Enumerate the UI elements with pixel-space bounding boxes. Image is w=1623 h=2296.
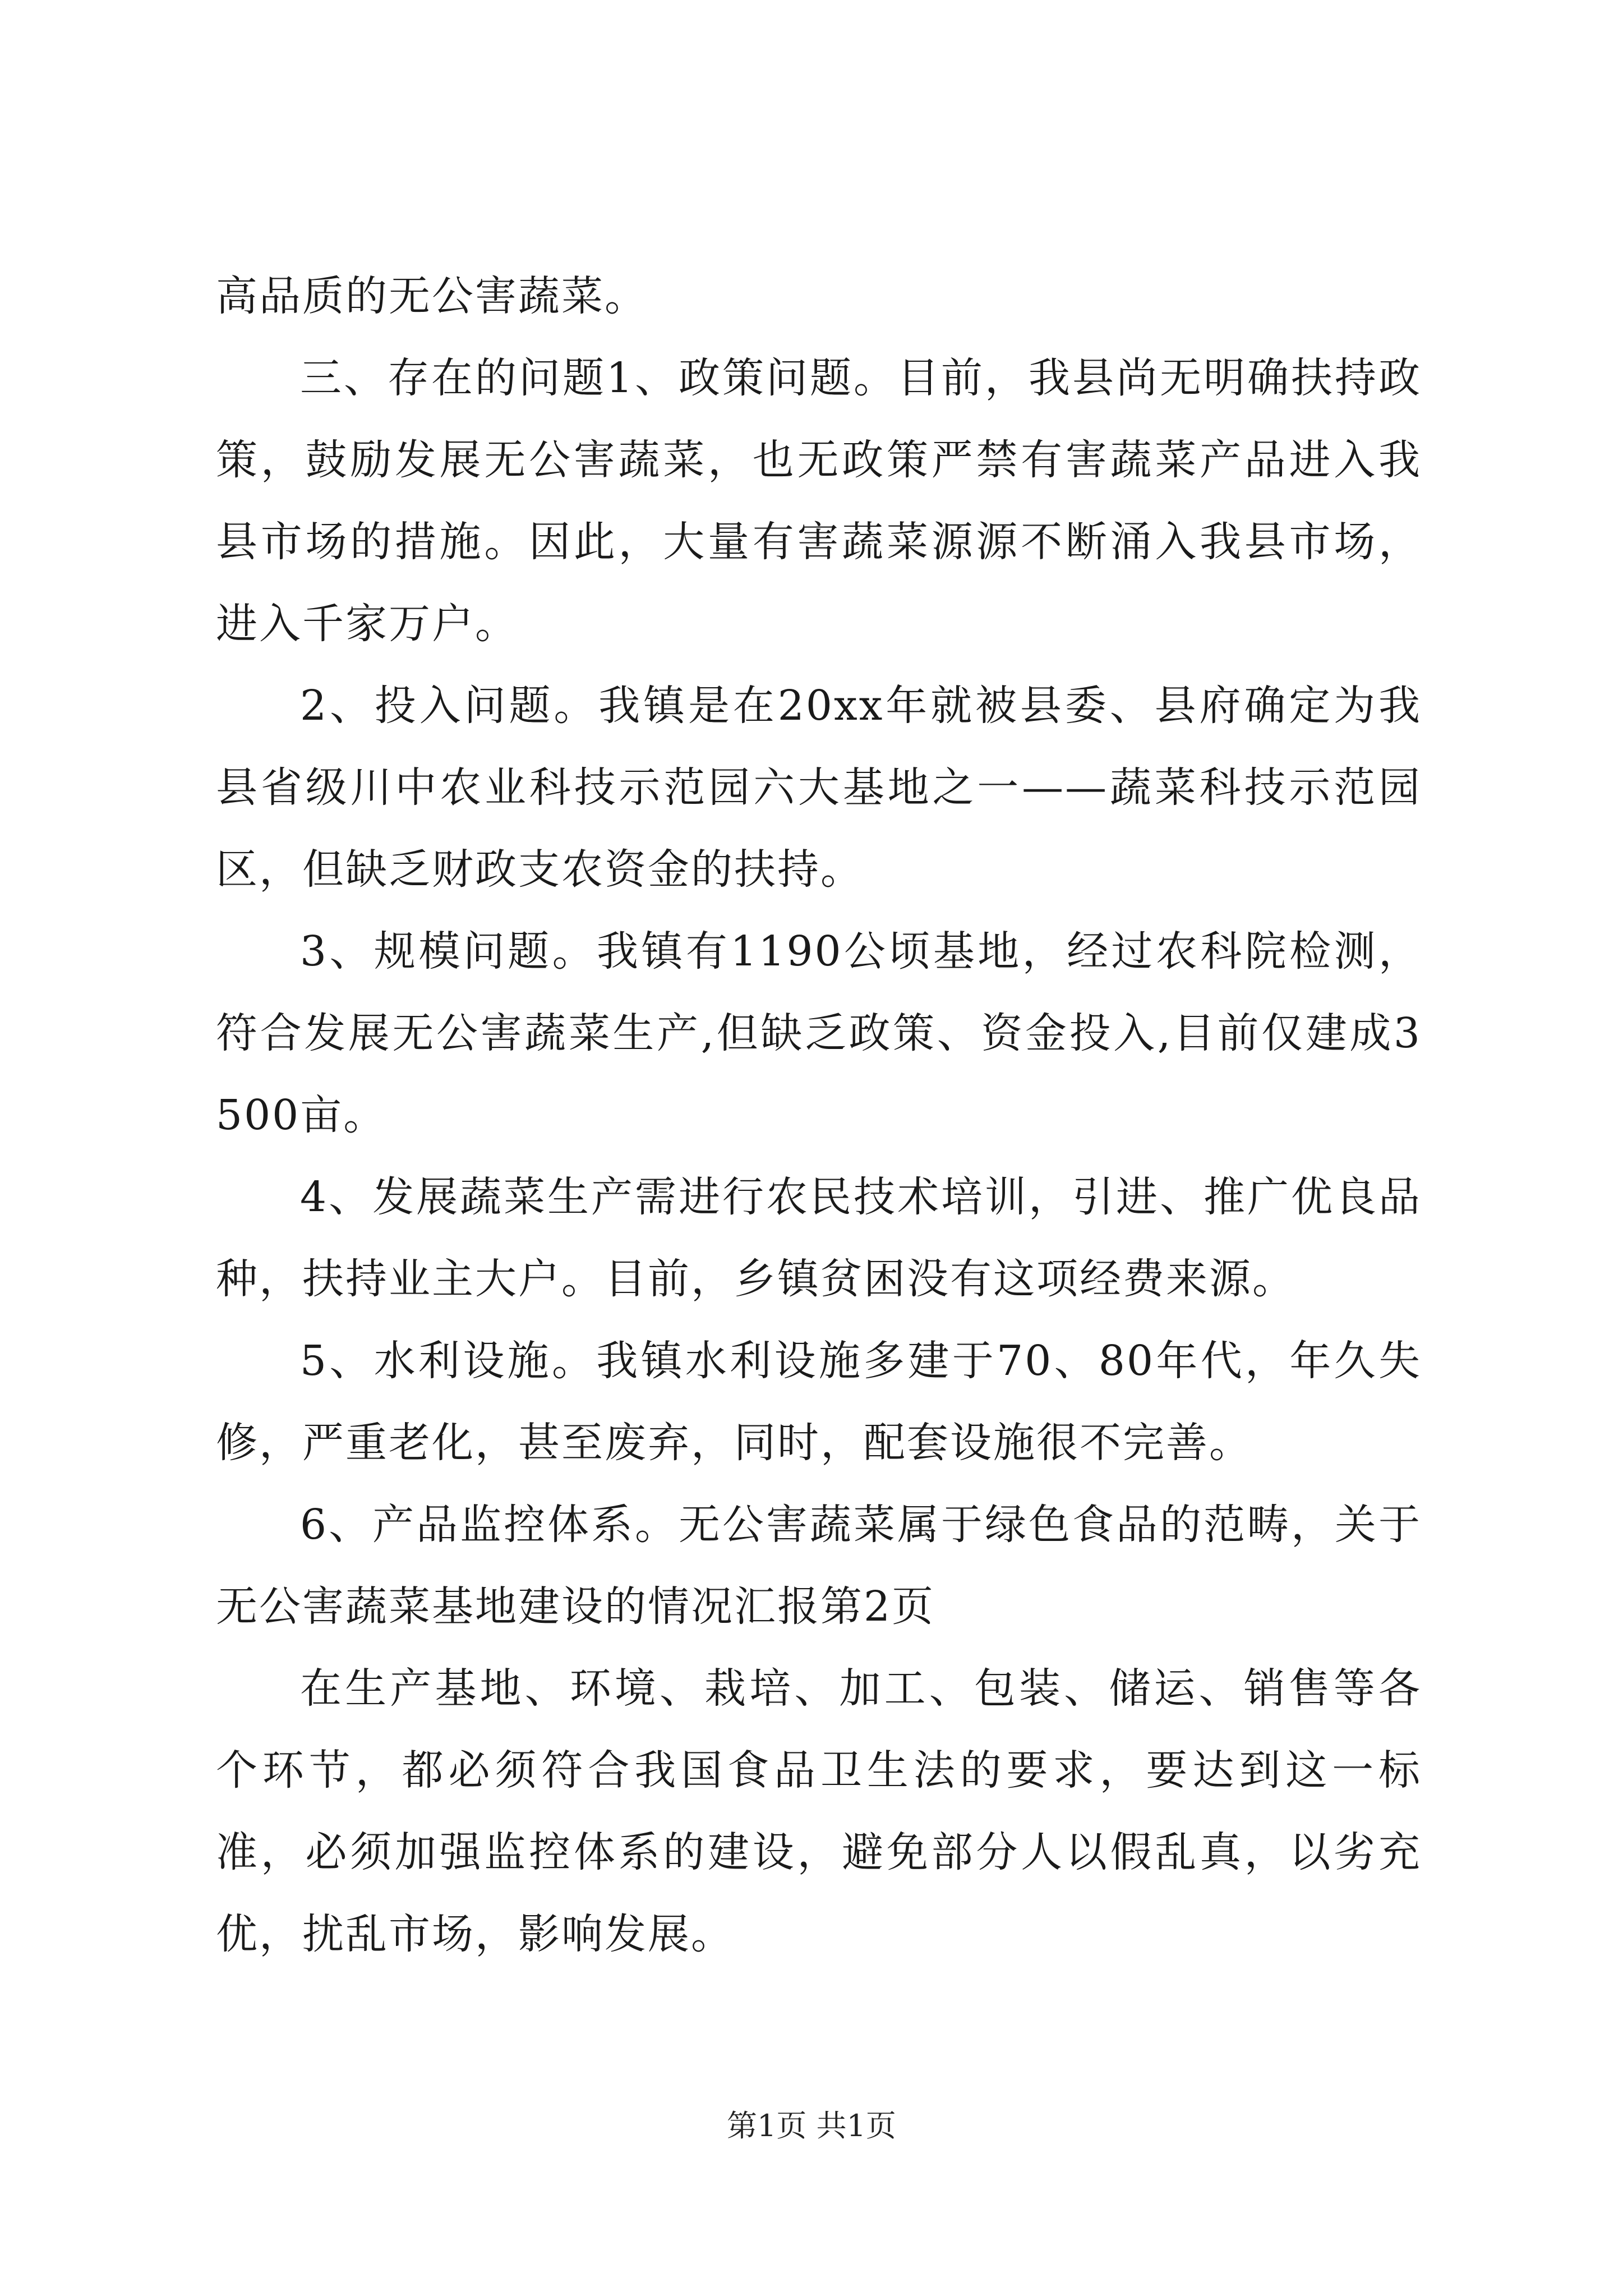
- paragraph-2: 三、存在的问题1、政策问题。目前，我县尚无明确扶持政策，鼓励发展无公害蔬菜，也无政策严禁有害蔬菜产品进入我县市场的措施。因此，大量有害蔬菜源源不断涌入我县市场，进入千家万户。: [216, 354, 1422, 648]
- page-footer: 第1页 共1页: [727, 2108, 896, 2143]
- paragraph-5: 4、发展蔬菜生产需进行农民技术培训，引进、推广优良品种，扶持业主大户。目前，乡镇贫困没有这项经费来源。: [216, 1173, 1422, 1303]
- paragraph-6: 5、水利设施。我镇水利设施多建于70、80年代，年久失修，严重老化，甚至废弃，同时，配套设施很不完善。: [216, 1337, 1422, 1467]
- paragraph-3: 2、投入问题。我镇是在20xx年就被县委、县府确定为我县省级川中农业科技示范园六大基地之一——蔬菜科技示范园区，但缺乏财政支农资金的扶持。: [216, 682, 1422, 894]
- paragraph-4: 3、规模问题。我镇有1190公顷基地，经过农科院检测，符合发展无公害蔬菜生产,但缺乏政策、资金投入,目前仅建成3500亩。: [216, 927, 1422, 1139]
- paragraph-8: 在生产基地、环境、栽培、加工、包装、储运、销售等各个环节，都必须符合我国食品卫生法的要求，要达到这一标准，必须加强监控体系的建设，避免部分人以假乱真，以劣充优，扰乱市场，影响发展。: [216, 1664, 1422, 1958]
- paragraph-1: 高品质的无公害蔬菜。: [216, 272, 648, 320]
- document-body: [216, 255, 1422, 1975]
- paragraph-7: 6、产品监控体系。无公害蔬菜属于绿色食品的范畴，关于无公害蔬菜基地建设的情况汇报第2页: [216, 1501, 1422, 1631]
